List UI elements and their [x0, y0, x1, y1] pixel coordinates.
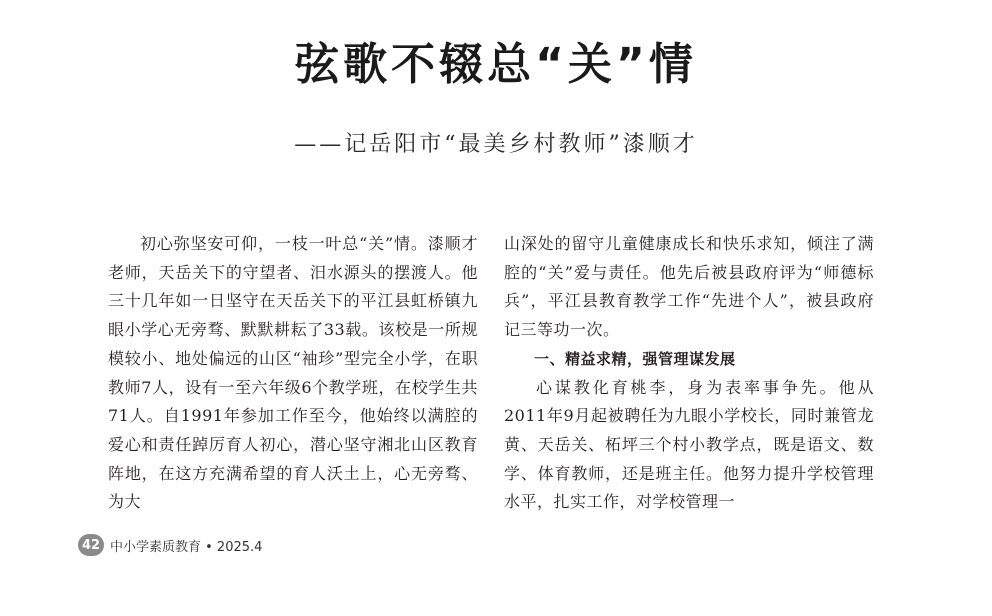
right-column — [504, 230, 874, 517]
journal-name: 中小学素质教育 • 2025.4 — [110, 539, 263, 555]
left-column — [108, 230, 478, 517]
body-paragraph: 心谋教化育桃李，身为表率事争先。他从2011年9月起被聘任为九眼小学校长，同时兼管龙黄、天岳关、柘坪三个村小教学点，既是语文、数学、体育教师，还是班主任。他努力提升学校管理水平，扎实工作，对学校管理一 — [504, 377, 874, 512]
body-paragraph: 初心弥坚安可仰，一枝一叶总“关”情。漆顺才老师，天岳关下的守望者、汨水源头的摆渡人。他三十几年如一日坚守在天岳关下的平江县虹桥镇九眼小学心无旁骛、默默耕耘了33载。该校是一所规模较小、地处偏远的山区“袖珍”型完全小学，在职教师7人，设有一至六年级6个教学班，在校学生共71人。自1991年参加工作至今，他始终以满腔的爱心和责任踔厉育人初心，潜心坚守湘北山区教育阵地，在这方充满希望的育人沃土上，心无旁骛、为大 — [108, 234, 478, 512]
page-number-badge: 42 — [78, 534, 104, 556]
article-subtitle: ——记岳阳市“最美乡村教师”漆顺才 — [294, 132, 698, 157]
page-footer — [78, 534, 262, 556]
body-paragraph: 山深处的留守儿童健康成长和快乐求知，倾注了满腔的“关”爱与责任。他先后被县政府评为“师德标兵”，平江县教育教学工作“先进个人”，被县政府记三等功一次。 — [504, 234, 874, 340]
section-heading: 一、精益求精，强管理谋发展 — [534, 349, 736, 368]
article-title: 弦歌不辍总“关”情 — [295, 39, 697, 90]
